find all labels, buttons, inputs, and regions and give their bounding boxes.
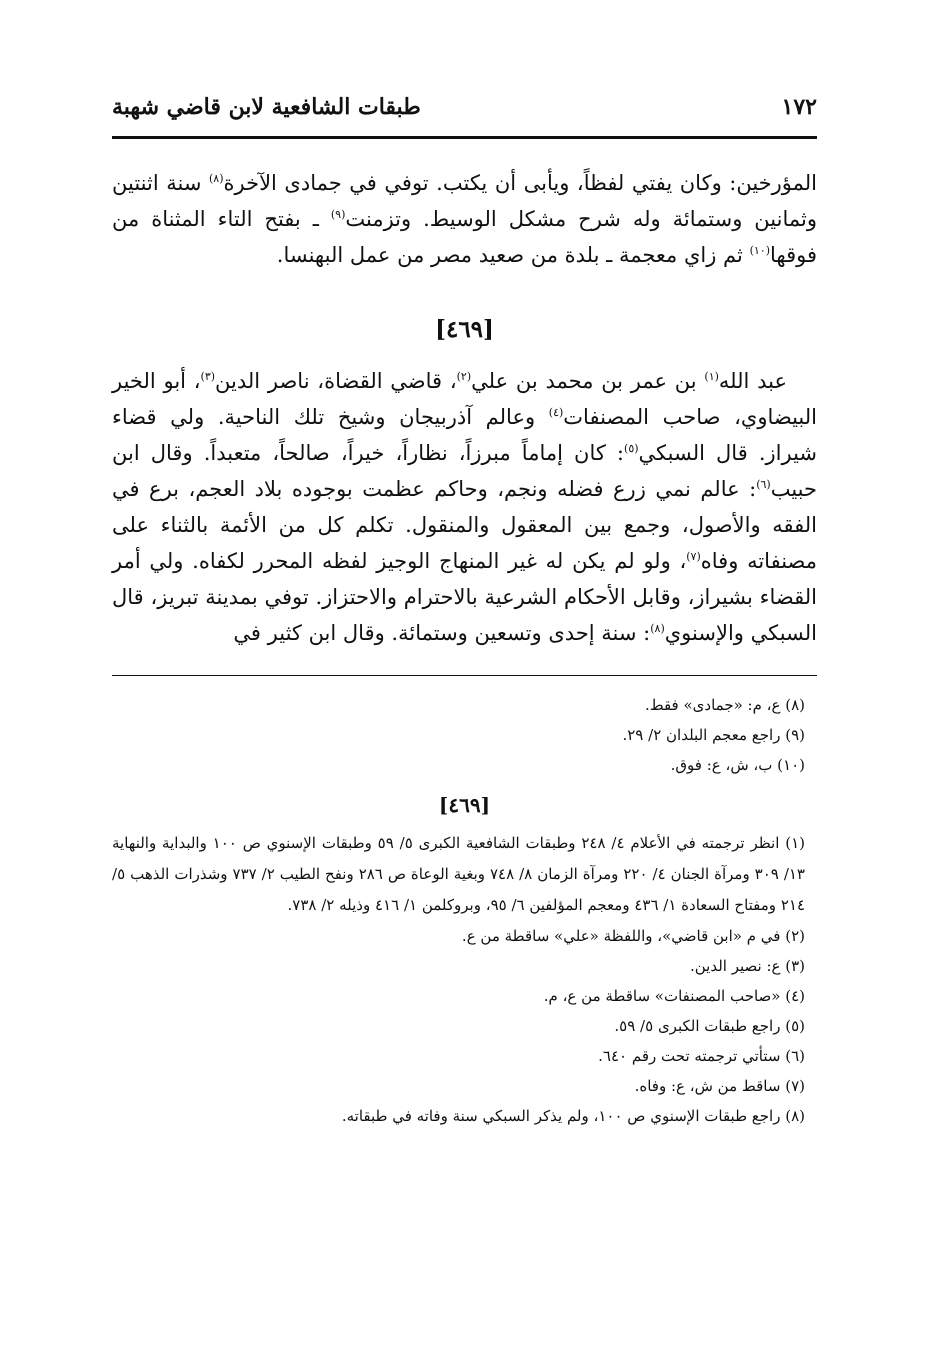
footnote-ref-5: (٥) — [624, 442, 639, 455]
footnote: (٨) راجع طبقات الإسنوي ص ١٠٠، ولم يذكر السبكي سنة وفاته في طبقاته. — [341, 1107, 805, 1125]
entry-number-heading: [٤٦٩] — [435, 316, 494, 343]
footnote-ref-1: (١) — [704, 370, 719, 383]
footnote-ref-10: (١٠) — [749, 244, 770, 257]
footnote-separator — [112, 675, 817, 676]
footnote: (٦) ستأتي ترجمته تحت رقم ٦٤٠. — [598, 1047, 805, 1065]
footnote-ref-4: (٤) — [548, 406, 564, 419]
continuation-paragraph: المؤرخين: وكان يفتي لفظاً، ويأبى أن يكتب. توفي في جمادى الآخرة$^{(٨)}$ سنة اثنتين وثمانين وستمائة وله شرح مشكل الوسيط. وتزمنت$^{(٩)}$ ـ بفتح التاء المثناة من فوقها$^{(١٠)}$ ثم زاي معجمة ـ بلدة من صعيد مصر من عمل البهنسا. — [112, 171, 818, 267]
footnote-ref-3: (٣) — [200, 370, 216, 383]
footnote: (٣) ع: نصير الدين. — [689, 957, 805, 975]
footnote: (٤) «صاحب المصنفات» ساقطة من ع، م. — [543, 987, 805, 1005]
page-number: ١٧٢ — [781, 94, 817, 120]
book-title: طبقات الشافعية لابن قاضي شهبة — [112, 94, 421, 120]
footnote: (٨) ع، م: «جمادى» فقط. — [644, 696, 805, 714]
footnote: (٩) راجع معجم البلدان ٢/ ٢٩. — [622, 726, 805, 744]
footnotes — [112, 690, 817, 1131]
footnotes-entry-heading: [٤٦٩] — [438, 793, 491, 817]
book-page — [112, 78, 817, 1131]
footnote-ref-9: (٩) — [330, 208, 346, 221]
entry-paragraph: عبد الله$^{(١)}$ بن عمر بن محمد بن علي$^{(٢)}$، قاضي القضاة، ناصر الدين$^{(٣)}$، أبو الخير البيضاوي، صاحب المصنفات$^{(٤)}$ وعالم آذربيجان وشيخ تلك الناحية. ولي قضاء شيراز. قال السبكي$^{(٥)}$: كان إماماً مبرزاً، نظاراً، خيراً، صالحاً، متعبداً. وقال ابن حبيب$^{(٦)}$: عالم نمي زرع فضله ونجم، وحاكم عظمت بوجوده بلاد العجم، برع في الفقه والأصول، وجمع بين المعقول والمنقول. تكلم كل من الأئمة بالثناء على مصنفاته وفاه$^{(٧)}$، ولو لم يكن له غير المنهاج الوجيز لفظه المحرر لكفاه. ولي أمر القضاء بشيراز، وقابل الأحكام الشرعية بالاحترام والاحتزاز. توفي بمدينة تبريز، قال السبكي والإسنوي$^{(٨)}$: سنة إحدى وتسعين وستمائة. وقال ابن كثير في — [112, 369, 817, 645]
main-text — [112, 165, 817, 651]
footnote-ref-8b: (٨) — [650, 622, 665, 635]
footnote: (٥) راجع طبقات الكبرى ٥/ ٥٩. — [614, 1017, 805, 1035]
footnote-ref-8: (٨) — [208, 172, 224, 185]
running-header — [112, 78, 817, 122]
footnote-ref-6: (٦) — [756, 478, 771, 491]
footnote: (٢) في م «ابن قاضي»، واللفظة «علي» ساقطة من ع. — [461, 927, 805, 945]
footnote: (١٠) ب، ش، ع: فوق. — [670, 756, 805, 774]
footnote: (١) انظر ترجمته في الأعلام ٤/ ٢٤٨ وطبقات الشافعية الكبرى ٥/ ٥٩ وطبقات الإسنوي ص ١٠٠ والبداية والنهاية ١٣/ ٣٠٩ ومرآة الجنان ٤/ ٢٢٠ ومرآة الزمان ٨/ ٧٤٨ وبغية الوعاة ص ٢٨٦ ونفح الطيب ٢/ ٧٣٧ وشذرات الذهب ٥/ ٢١٤ ومفتاح السعادة ١/ ٤٣٦ ومعجم المؤلفين ٦/ ٩٥، وبروكلمن ١/ ٤١٦ وذيله ٢/ ٧٣٨. — [112, 834, 805, 914]
footnote-ref-2: (٢) — [456, 370, 472, 383]
header-rule — [112, 136, 817, 139]
footnote-ref-7: (٧) — [686, 550, 701, 563]
footnote: (٧) ساقط من ش، ع: وفاه. — [634, 1077, 805, 1095]
